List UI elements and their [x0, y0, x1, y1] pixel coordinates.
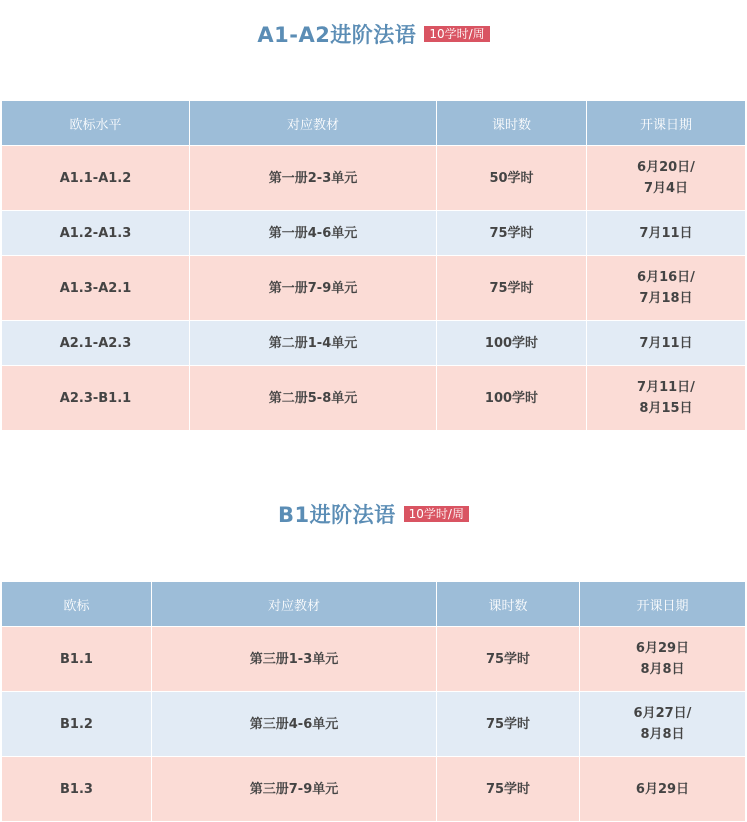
textbook-cell: 第三册1-3单元: [152, 627, 437, 692]
header-hours: 课时数: [437, 582, 580, 627]
hours-cell: 50学时: [437, 146, 587, 211]
hours-cell: 100学时: [437, 366, 587, 431]
level-cell: A2.3-B1.1: [2, 366, 190, 431]
textbook-cell: 第一册7-9单元: [190, 256, 437, 321]
textbook-cell: 第三册7-9单元: [152, 757, 437, 822]
date-cell: [587, 211, 746, 256]
hours-cell: 75学时: [437, 692, 580, 757]
date-cell: [587, 146, 746, 211]
date-line-1: 6月16日/: [637, 270, 695, 285]
date-cell: [587, 321, 746, 366]
hours-cell: 75学时: [437, 757, 580, 822]
table-row: [2, 256, 746, 321]
header-start-date: 开课日期: [580, 582, 746, 627]
section-title-a1-a2: [0, 20, 747, 48]
date-line-1: 6月29日: [635, 641, 690, 656]
table-row: [2, 366, 746, 431]
section-heading: A1-A2进阶法语: [257, 23, 417, 47]
level-cell: B1.1: [2, 627, 152, 692]
section-title-b1: [0, 500, 747, 528]
level-cell: B1.3: [2, 757, 152, 822]
header-hours: 课时数: [437, 101, 587, 146]
date-cell: [587, 256, 746, 321]
table-header-row: [2, 101, 746, 146]
header-level: 欧标水平: [2, 101, 190, 146]
date-cell: [580, 627, 746, 692]
date-line-2: 8月8日: [640, 662, 685, 677]
hours-cell: 75学时: [437, 211, 587, 256]
textbook-cell: 第二册1-4单元: [190, 321, 437, 366]
hours-per-week-badge: 10学时/周: [424, 26, 489, 42]
header-textbook: 对应教材: [152, 582, 437, 627]
section-heading: B1进阶法语: [278, 503, 396, 527]
hours-cell: 75学时: [437, 256, 587, 321]
table-row: [2, 146, 746, 211]
date-line-2: 7月18日: [639, 291, 693, 306]
textbook-cell: 第二册5-8单元: [190, 366, 437, 431]
table-row: [2, 692, 746, 757]
textbook-cell: 第一册4-6单元: [190, 211, 437, 256]
textbook-cell: 第一册2-3单元: [190, 146, 437, 211]
table-row: [2, 627, 746, 692]
date-cell: [580, 692, 746, 757]
date-cell: [580, 757, 746, 822]
table-header-row: [2, 582, 746, 627]
date-line-2: 8月15日: [639, 401, 693, 416]
date-line-1: 7月11日: [639, 225, 693, 241]
date-cell: [587, 366, 746, 431]
header-textbook: 对应教材: [190, 101, 437, 146]
date-line-1: 6月27日/: [633, 706, 692, 721]
header-start-date: 开课日期: [587, 101, 746, 146]
level-cell: A2.1-A2.3: [2, 321, 190, 366]
textbook-cell: 第三册4-6单元: [152, 692, 437, 757]
date-line-1: 7月11日: [639, 335, 693, 351]
date-line-2: 7月4日: [643, 181, 689, 196]
date-line-2: 8月8日: [640, 727, 685, 742]
level-cell: A1.1-A1.2: [2, 146, 190, 211]
header-level: 欧标: [2, 582, 152, 627]
date-line-1: 6月29日: [635, 781, 690, 797]
date-line-1: 6月20日/: [637, 160, 695, 175]
table-row: [2, 211, 746, 256]
level-cell: A1.3-A2.1: [2, 256, 190, 321]
course-table-b1: [1, 581, 746, 822]
level-cell: A1.2-A1.3: [2, 211, 190, 256]
hours-cell: 75学时: [437, 627, 580, 692]
course-table-a1-a2: [1, 100, 746, 431]
table-row: [2, 321, 746, 366]
hours-cell: 100学时: [437, 321, 587, 366]
level-cell: B1.2: [2, 692, 152, 757]
date-line-1: 7月11日/: [637, 380, 695, 395]
table-row: [2, 757, 746, 822]
hours-per-week-badge: 10学时/周: [404, 506, 469, 522]
